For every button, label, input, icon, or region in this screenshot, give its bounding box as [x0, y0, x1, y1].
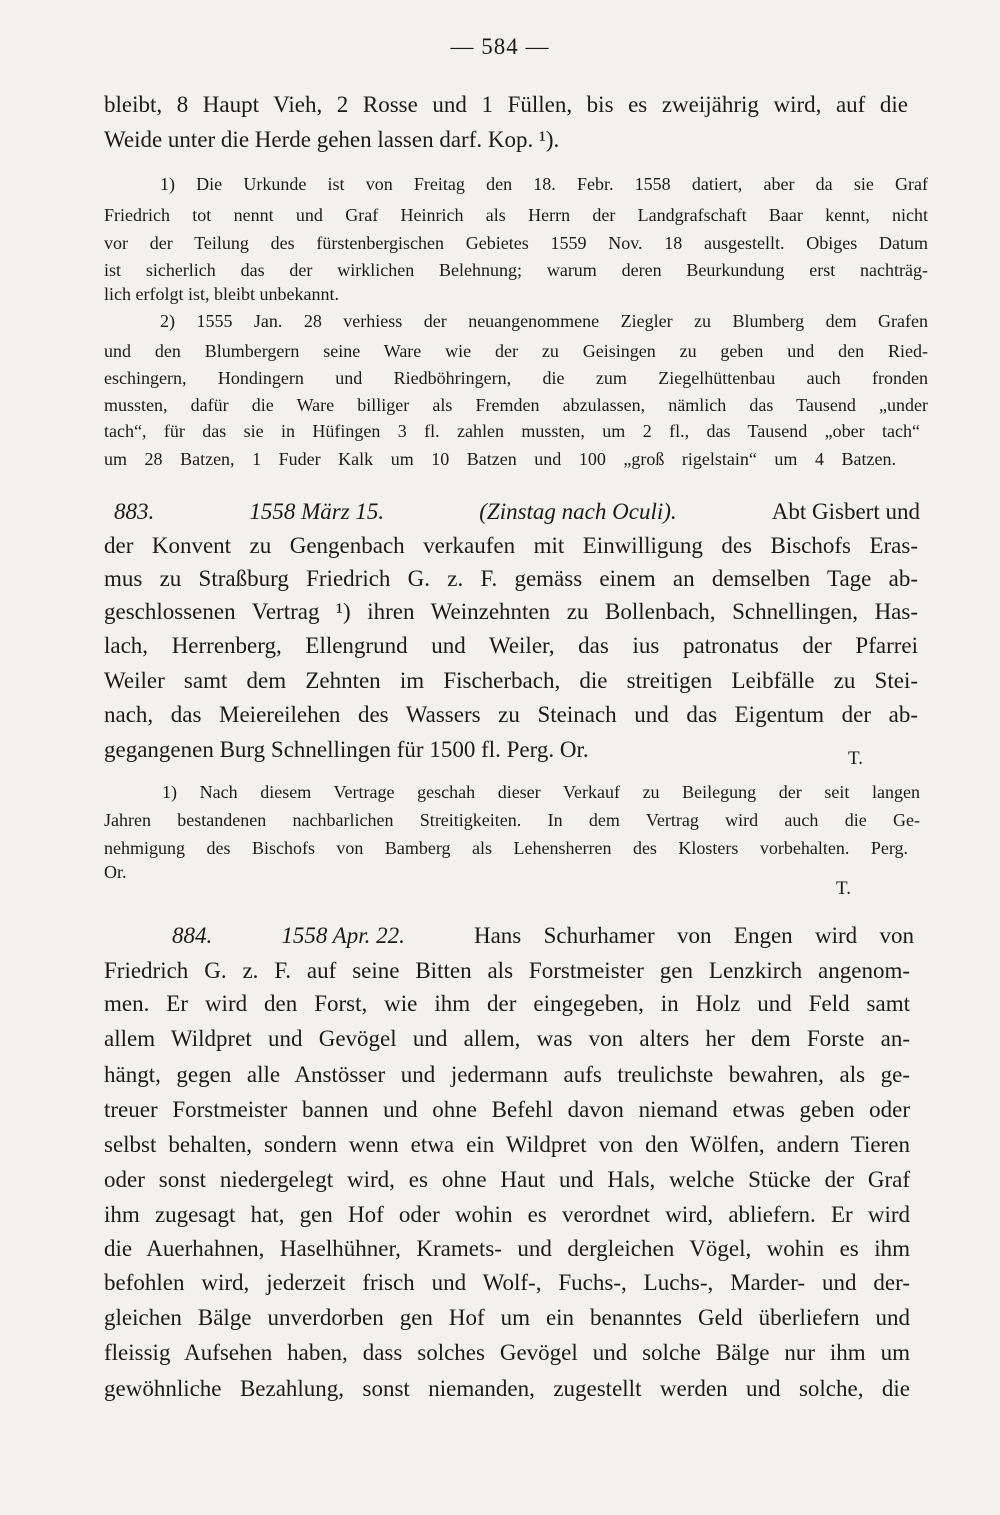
text-line: oder sonst niedergelegt wird, es ohne Haut und Hals, welche Stücke der Graf [104, 1167, 910, 1192]
footnote-line: ist sicherlich das der wirklichen Belehnung; warum deren Beurkundung erst nachträg- [104, 260, 928, 280]
footnote-line: Jahren bestandenen nachbarlichen Streitigkeiten. In dem Vertrag wird auch die Ge- [104, 810, 920, 830]
text-line: men. Er wird den Forst, wie ihm der eingegeben, in Holz und Feld samt [104, 991, 910, 1016]
entry-883-heading [114, 497, 920, 527]
entry-text: Abt Gisbert und [771, 499, 920, 524]
footnote-line: 1) Nach diesem Vertrage geschah dieser Verkauf zu Beilegung der seit langen [162, 782, 920, 802]
text-line: Weide unter die Herde gehen lassen darf. Kop. ¹). [104, 127, 560, 152]
entry-text: Hans Schurhamer von Engen wird von [473, 923, 914, 948]
text-line: gewöhnliche Bezahlung, sonst niemanden, zugestellt werden und solche, die [104, 1376, 910, 1401]
text-line: befohlen wird, jederzeit frisch und Wolf-, Fuchs-, Luchs-, Marder- und der- [104, 1270, 910, 1295]
footnote-line: tach“, für das sie in Hüfingen 3 fl. zahlen mussten, um 2 fl., das Tausend „ober tach“ [104, 421, 920, 441]
entry-date: 1558 März 15. [249, 499, 385, 524]
text-line: allem Wildpret und Gevögel und allem, was von alters her dem Forste an- [104, 1026, 910, 1051]
source-mark: T. [848, 748, 863, 769]
footnote-line: mussten, dafür die Ware billiger als Fremden abzulassen, nämlich das Tausend „under [104, 395, 928, 415]
text-line: selbst behalten, sondern wenn etwa ein Wildpret von den Wölfen, andern Tieren [104, 1132, 910, 1157]
footnote-line: Or. [104, 862, 127, 882]
footnote-line: vor der Teilung des fürstenbergischen Gebietes 1559 Nov. 18 ausgestellt. Obiges Datum [104, 233, 928, 253]
text-line: lach, Herrenberg, Ellengrund und Weiler, das ius patronatus der Pfarrei [104, 633, 918, 658]
entry-day: (Zinstag nach Oculi). [479, 499, 677, 524]
footnote-line: nehmigung des Bischofs von Bamberg als Lehensherren des Klosters vorbehalten. Perg. [104, 838, 908, 858]
entry-number: 884. [172, 923, 213, 948]
text-line: mus zu Straßburg Friedrich G. z. F. gemäss einem an demselben Tage ab- [104, 566, 918, 591]
text-line: Friedrich G. z. F. auf seine Bitten als Forstmeister gen Lenzkirch angenom- [104, 958, 910, 983]
text-line: gegangenen Burg Schnellingen für 1500 fl. Perg. Or. [104, 737, 589, 762]
text-line: gleichen Bälge unverdorben gen Hof um ein benanntes Geld überliefern und [104, 1305, 910, 1330]
footnote-line: Friedrich tot nennt und Graf Heinrich als Herrn der Landgrafschaft Baar kennt, nicht [104, 205, 928, 225]
text-line: Weiler samt dem Zehnten im Fischerbach, die streitigen Leibfälle zu Stei- [104, 668, 918, 693]
entry-number: 883. [114, 499, 155, 524]
entry-date: 1558 Apr. 22. [281, 923, 405, 948]
footnote-line: um 28 Batzen, 1 Fuder Kalk um 10 Batzen und 100 „groß rigelstain“ um 4 Batzen. [104, 449, 896, 469]
text-line: fleissig Aufsehen haben, dass solches Gevögel und solche Bälge nur ihm um [104, 1340, 910, 1365]
page-number: — 584 — [450, 34, 550, 59]
footnote-line: lich erfolgt ist, bleibt unbekannt. [104, 284, 339, 304]
footnote-line: eschingern, Hondingern und Riedböhringern, die zum Ziegelhüttenbau auch fronden [104, 368, 928, 388]
footnote-line: und den Blumbergern seine Ware wie der zu Geisingen zu geben und den Ried- [104, 341, 928, 361]
footnote-line: 1) Die Urkunde ist von Freitag den 18. Febr. 1558 datiert, aber da sie Graf [160, 174, 928, 194]
source-mark: T. [836, 878, 851, 899]
text-line: geschlossenen Vertrag ¹) ihren Weinzehnten zu Bollenbach, Schnellingen, Has- [104, 599, 918, 624]
text-line: ihm zugesagt hat, gen Hof oder wohin es verordnet wird, abliefern. Er wird [104, 1202, 910, 1227]
text-line: die Auerhahnen, Haselhühner, Kramets- und dergleichen Vögel, wohin es ihm [104, 1236, 910, 1261]
entry-884-heading [172, 921, 914, 951]
text-line: der Konvent zu Gengenbach verkaufen mit Einwilligung des Bischofs Eras- [104, 533, 918, 558]
text-line: treuer Forstmeister bannen und ohne Befehl davon niemand etwas geben oder [104, 1097, 910, 1122]
text-line: hängt, gegen alle Anstösser und jedermann aufs treulichste bewahren, als ge- [104, 1062, 910, 1087]
text-line: nach, das Meiereilehen des Wassers zu Steinach und das Eigentum der ab- [104, 702, 918, 727]
text-line: bleibt, 8 Haupt Vieh, 2 Rosse und 1 Füllen, bis es zweijährig wird, auf die [104, 92, 908, 117]
footnote-line: 2) 1555 Jan. 28 verhiess der neuangenommene Ziegler zu Blumberg dem Grafen [160, 311, 928, 331]
